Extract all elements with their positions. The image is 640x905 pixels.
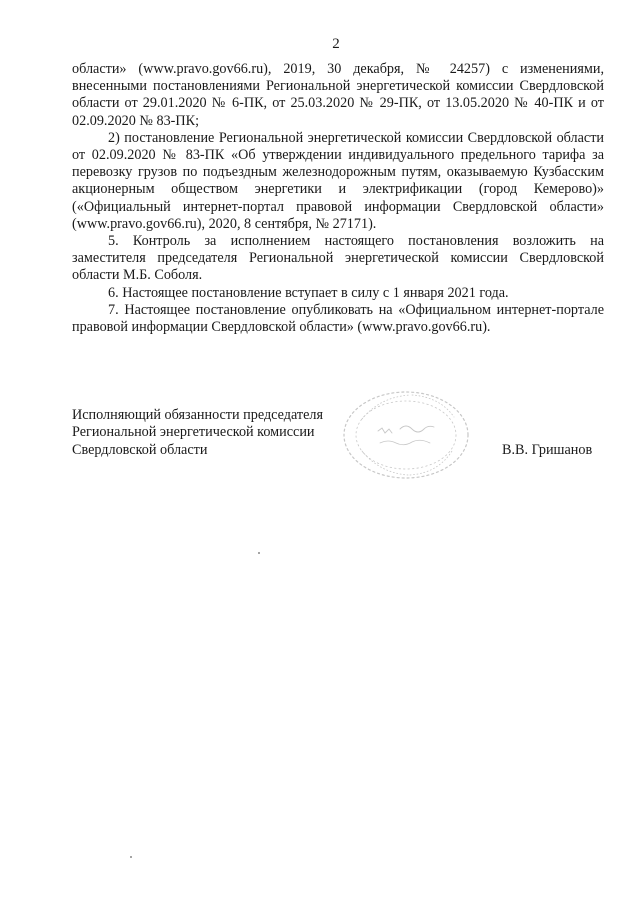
scan-speck — [130, 856, 132, 858]
signatory-position-line: Исполняющий обязанности председателя — [72, 407, 323, 423]
signature-block — [72, 407, 604, 467]
paragraph-item-2: 2) постановление Региональной энергетической комиссии Свердловской области от 02.09.2020 № 83-ПК «Об утверждении индивидуального предельного тарифа за перевозку грузов по подъездным железнодорожным путям, оказываемую Кузбасским акционерным обществом энергетики и электрификации (город Кемерово)» («Официальный интернет-портал правовой информации Свердловской области» (www.pravo.gov66.ru), 2020, 8 сентября, № 27171). — [72, 129, 604, 232]
document-body — [72, 61, 604, 336]
signatory-position-line: Свердловской области — [72, 441, 208, 458]
paragraph-item-7: 7. Настоящее постановление опубликовать на «Официальном интернет-портале правовой информации Свердловской области» (www.pravo.gov66.ru). — [72, 301, 604, 336]
page-number: 2 — [332, 36, 340, 52]
paragraph-continuation: области» (www.pravo.gov66.ru), 2019, 30 декабря, № 24257) с изменениями, внесенными постановлениями Региональной энергетической комиссии Свердловской области от 29.01.2020 № 6-ПК, от 25.03.2020 № 29-ПК, от 13.05.2020 № 40-ПК и от 02.09.2020 № 83-ПК; — [72, 61, 604, 129]
scan-speck — [258, 552, 260, 554]
signatory-name: В.В. Гришанов — [502, 441, 593, 458]
official-stamp — [340, 389, 472, 481]
signatory-position-line: Региональной энергетической комиссии — [72, 424, 315, 441]
signatory-position — [72, 407, 323, 459]
paragraph-item-6: 6. Настоящее постановление вступает в силу с 1 января 2021 года. — [108, 284, 509, 301]
paragraph-item-5: 5. Контроль за исполнением настоящего постановления возложить на заместителя председателя Региональной энергетической комиссии Свердловской области М.Б. Соболя. — [72, 233, 604, 284]
